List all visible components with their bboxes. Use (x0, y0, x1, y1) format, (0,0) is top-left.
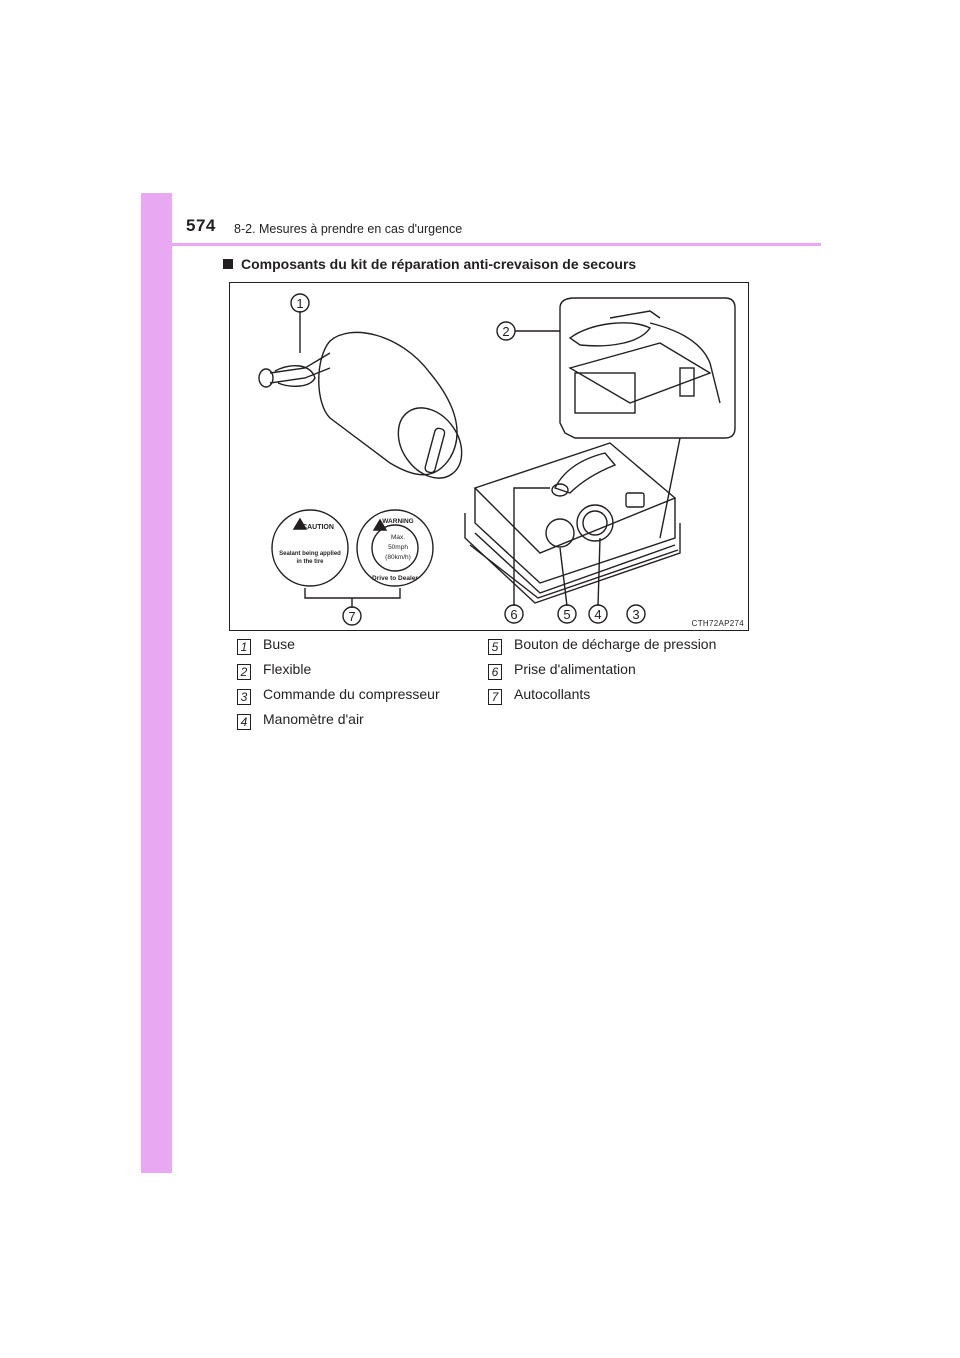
legend-item (488, 661, 636, 680)
legend-item (488, 636, 716, 655)
legend-number: 6 (488, 664, 502, 680)
repair-kit-illustration (229, 282, 749, 631)
callout-6: 6 (510, 607, 518, 622)
legend-item (488, 686, 590, 705)
legend-label: Autocollants (514, 686, 591, 702)
caution-header: CAUTION (302, 524, 334, 531)
sidebar-tab (141, 193, 172, 1173)
warning-line2: 50mph (388, 544, 408, 551)
header-rule (141, 243, 821, 246)
callout-7: 7 (348, 609, 356, 624)
warning-footer: Drive to Dealer (372, 575, 418, 582)
legend-label: Commande du compresseur (263, 686, 440, 702)
caution-sticker (272, 510, 348, 586)
square-bullet-icon (223, 259, 233, 269)
legend-number: 7 (488, 689, 502, 705)
legend-number: 5 (488, 639, 502, 655)
caution-line1: Sealant being applied (279, 551, 341, 557)
callout-4: 4 (594, 607, 602, 622)
callout-2: 2 (502, 324, 510, 339)
legend-item (237, 661, 311, 680)
warning-header: WARNING (382, 518, 414, 525)
legend-item (237, 711, 364, 730)
warning-line1: Max. (390, 534, 406, 541)
warning-line3: (80km/h) (385, 554, 411, 561)
callout-1: 1 (296, 296, 304, 311)
figure-code: CTH72AP274 (691, 619, 744, 628)
legend-label: Buse (263, 636, 295, 652)
section-heading (223, 256, 636, 272)
legend-number: 3 (237, 689, 251, 705)
legend-label: Bouton de décharge de pression (514, 636, 717, 652)
sealant-bottle (259, 332, 475, 490)
legend-label: Prise d'alimentation (514, 661, 636, 677)
illustration-drawing (230, 283, 750, 632)
hose-detail-inset (560, 298, 735, 438)
section-heading-text: Composants du kit de réparation anti-crevaison de secours (241, 256, 637, 272)
legend-number: 4 (237, 714, 251, 730)
chapter-title: 8-2. Mesures à prendre en cas d'urgence (234, 222, 463, 236)
callout-3: 3 (632, 607, 640, 622)
page-number: 574 (186, 216, 216, 235)
caution-line2: in the tire (296, 559, 324, 565)
legend-label: Flexible (263, 661, 312, 677)
legend-item (237, 636, 295, 655)
legend-label: Manomètre d'air (263, 711, 364, 727)
callout-5: 5 (563, 607, 571, 622)
legend-number: 2 (237, 664, 251, 680)
legend-item (237, 686, 440, 705)
compressor (465, 443, 680, 603)
legend-number: 1 (237, 639, 251, 655)
